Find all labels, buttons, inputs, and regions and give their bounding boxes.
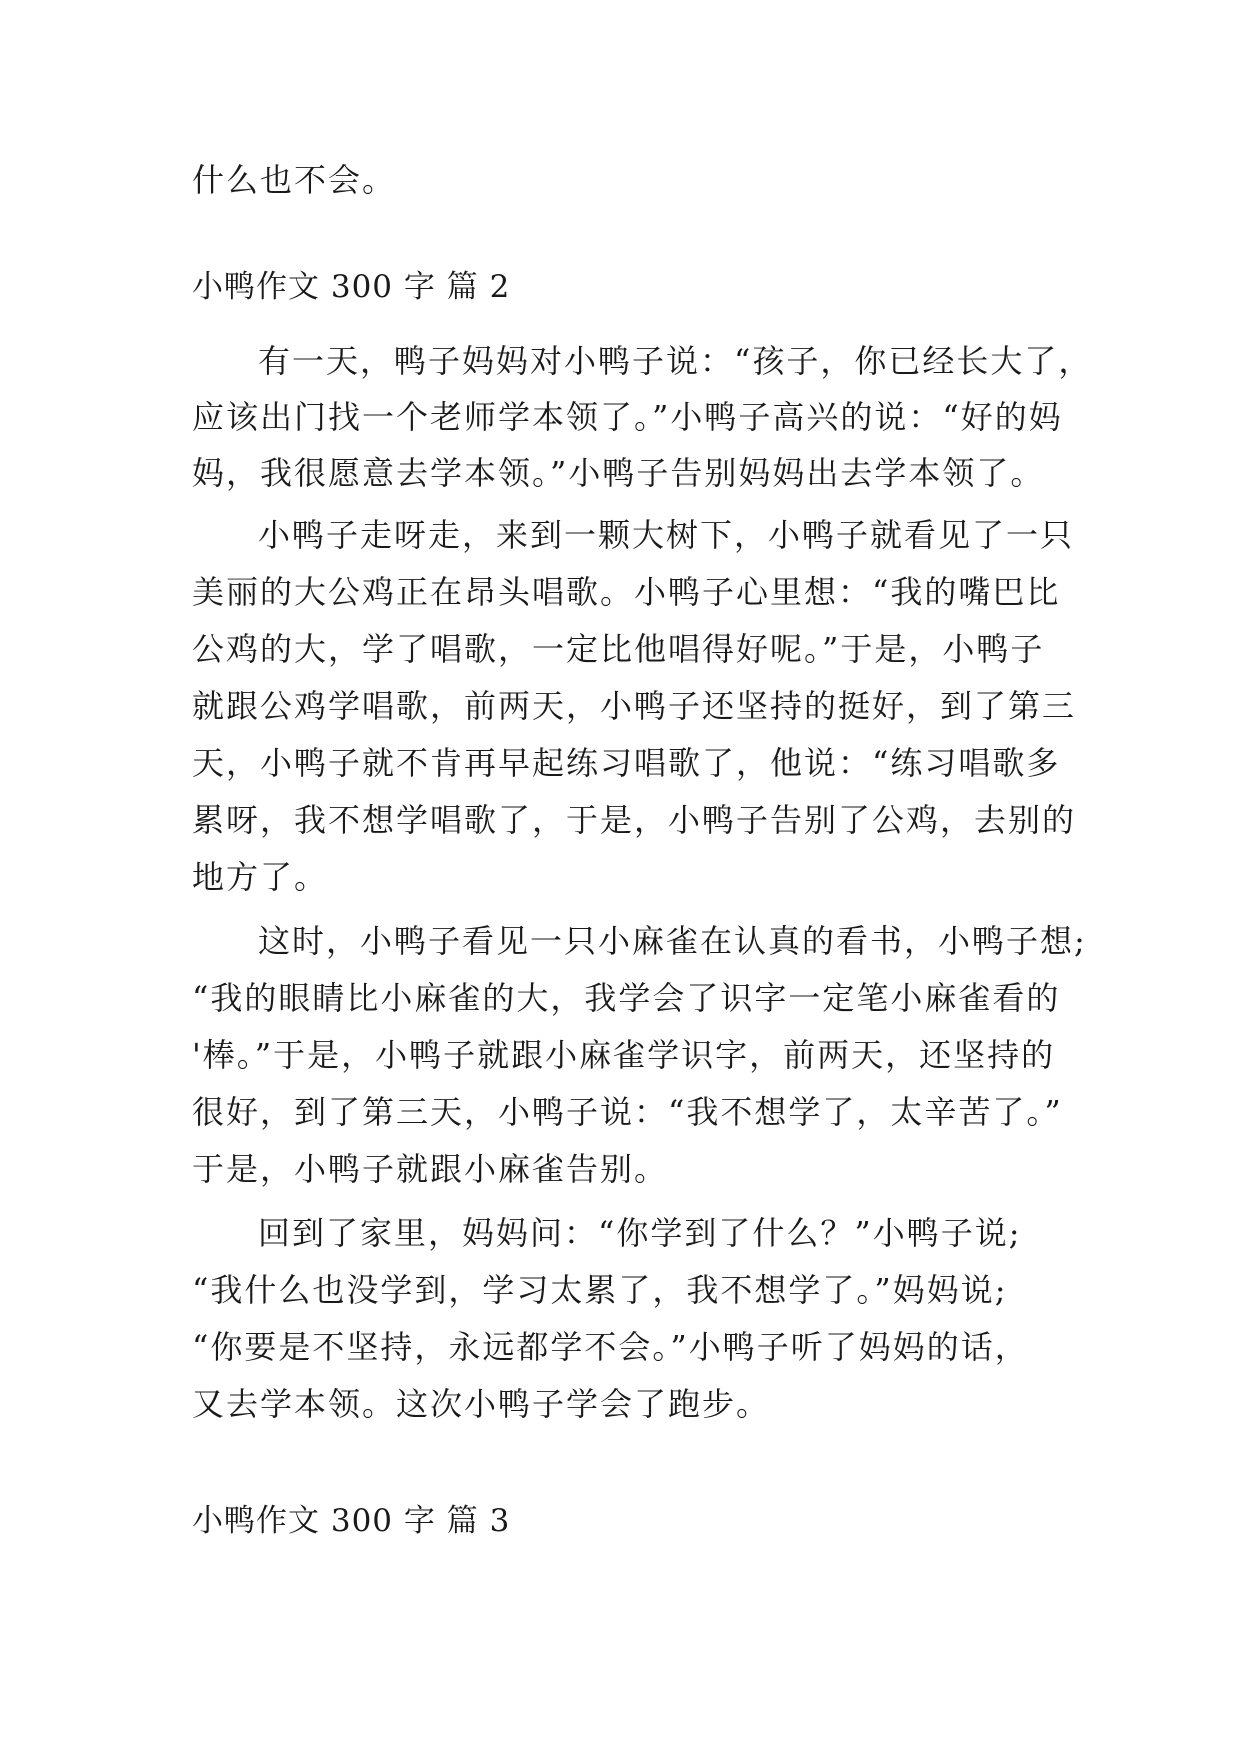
paragraph-line: 美丽的大公鸡正在昂头唱歌。小鸭子心里想：“我的嘴巴比 [192, 573, 1061, 611]
paragraph-line: “我的眼睛比小麻雀的大，我学会了识字一定笔小麻雀看的 [192, 979, 1061, 1017]
section-2-heading: 小鸭作文 300 字 篇 2 [192, 269, 511, 305]
continuation-text: 什么也不会。 [192, 161, 397, 199]
paragraph-line: 有一天，鸭子妈妈对小鸭子说：“孩子，你已经长大了， [258, 342, 1093, 380]
paragraph-line: 回到了家里，妈妈问：“你学到了什么？”小鸭子说; [258, 1214, 1022, 1252]
paragraph-line: 妈，我很愿意去学本领。”小鸭子告别妈妈出去学本领了。 [192, 454, 1045, 492]
paragraph-line: 于是，小鸭子就跟小麻雀告别。 [192, 1150, 669, 1188]
paragraph-line: 又去学本领。这次小鸭子学会了跑步。 [192, 1385, 771, 1423]
paragraph-line: 就跟公鸡学唱歌，前两天，小鸭子还坚持的挺好，到了第三 [192, 687, 1077, 725]
paragraph-line: 很好，到了第三天，小鸭子说：“我不想学了，太辛苦了。” [192, 1093, 1063, 1131]
paragraph-line: 天，小鸭子就不肯再早起练习唱歌了，他说：“练习唱歌多 [192, 744, 1061, 782]
paragraph-line: '棒。”于是，小鸭子就跟小麻雀学识字，前两天，还坚持的 [192, 1036, 1056, 1074]
paragraph-line: “你要是不坚持，永远都学不会。”小鸭子听了妈妈的话， [192, 1328, 1029, 1366]
paragraph-line: 累呀，我不想学唱歌了，于是，小鸭子告别了公鸡，去别的 [192, 801, 1077, 839]
paragraph-line: 地方了。 [192, 858, 329, 896]
section-3-heading: 小鸭作文 300 字 篇 3 [192, 1503, 511, 1539]
paragraph-line: 应该出门找一个老师学本领了。”小鸭子高兴的说：“好的妈 [192, 398, 1063, 436]
paragraph-line: 这时，小鸭子看见一只小麻雀在认真的看书，小鸭子想; [258, 922, 1087, 960]
paragraph-line: 公鸡的大，学了唱歌，一定比他唱得好呢。”于是，小鸭子 [192, 630, 1045, 668]
paragraph-line: 小鸭子走呀走，来到一颗大树下，小鸭子就看见了一只 [258, 516, 1075, 554]
paragraph-line: “我什么也没学到，学习太累了，我不想学了。”妈妈说; [192, 1271, 1008, 1309]
